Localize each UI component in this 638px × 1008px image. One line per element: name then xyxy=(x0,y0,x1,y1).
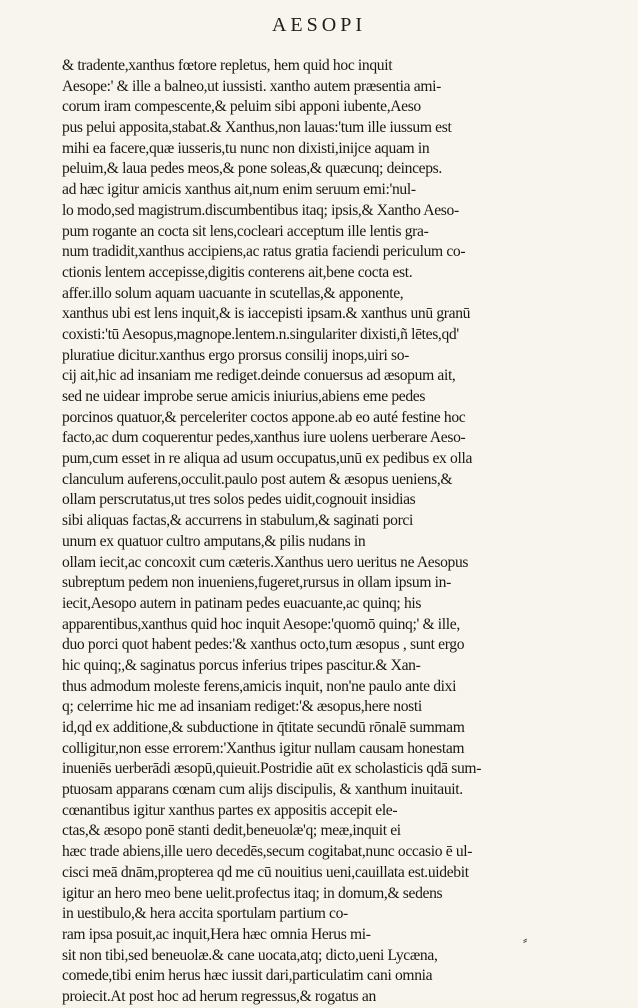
text-line: & tradente,xanthus fœtore repletus, hem quid hoc inquit xyxy=(62,57,393,74)
text-line: cisci meā dnām,propterea qd me cū nouitius ueni,cauillata est.uidebit xyxy=(62,863,469,881)
text-line: ctionis lentem accepisse,digitis conterens ait,bene cocta est. xyxy=(62,263,413,281)
text-line: igitur an hero meo bene uelit.profectus itaq; in domum,& sedens xyxy=(62,884,443,902)
text-line: apparentibus,xanthus quid hoc inquit Aesope:'quomō quinq;' & ille, xyxy=(62,615,460,633)
text-line: q; celerrime hic me ad insaniam rediget:'& æsopus,here nosti xyxy=(62,698,422,716)
text-line: Aesope:' & ille a balneo,ut iussisti. xantho autem præsentia ami- xyxy=(62,77,441,95)
catchword: ⸗ xyxy=(523,932,528,947)
text-line: hic quinq;,& saginatus porcus inferius tripes pascitur.& Xan- xyxy=(62,656,421,674)
text-line: sed ne uidear improbe serue amicis iniurius,abiens eme pedes xyxy=(62,388,426,405)
running-head: AESOPI xyxy=(271,14,366,36)
text-line: cij ait,hic ad insaniam me rediget.deinde conuersus ad æsopum ait, xyxy=(62,367,456,385)
text-line: mihi ea facere,quæ iusseris,tu nunc non dixisti,inijce aquam in xyxy=(62,139,430,157)
text-line: pum rogante an cocta sit lens,cocleari acceptum ille lentis gra- xyxy=(62,222,429,240)
text-line: thus admodum moleste ferens,amicis inquit, non'ne paulo ante dixi xyxy=(62,677,457,695)
text-block xyxy=(62,56,522,1008)
text-line: sit non tibi,sed beneuolæ.& cane uocata,atq; dicto,ueni Lycæna, xyxy=(62,946,438,964)
text-line: lo modo,sed magistrum.discumbentibus itaq; ipsis,& Xantho Aeso- xyxy=(62,201,459,219)
text-line: ram ipsa posuit,ac inquit,Hera hæc omnia Herus mi- xyxy=(62,925,371,943)
text-line: coxisti:'tū Aesopus,magnope.lentem.n.singulariter dixisti,ñ lētes,qd' xyxy=(62,325,459,343)
text-line: ptuosam apparans cœnam cum alijs discipulis, & xanthum inuitauit. xyxy=(62,781,463,799)
text-line: colligitur,non esse errorem:'Xanthus igitur nullam causam honestam xyxy=(62,739,465,757)
text-line: proiecit.At post hoc ad herum regressus,& rogatus an xyxy=(62,987,376,1005)
text-line: hæc trade abiens,ille uero decedēs,secum cogitabat,nunc occasio ē ul- xyxy=(62,843,473,861)
text-line: ollam iecit,ac concoxit cum cæteris.Xanthus uero ueritus ne Aesopus xyxy=(62,553,469,571)
text-line: clanculum auferens,occulit.paulo post autem & æsopus ueniens,& xyxy=(62,470,453,488)
text-line: iecit,Aesopo autem in patinam pedes euacuante,ac quinq; his xyxy=(62,594,422,612)
text-line: affer.illo solum aquam uacuante in scutellas,& apponente, xyxy=(62,284,404,302)
text-line: xanthus ubi est lens inquit,& is iaccepisti ipsam.& xanthus unū granū xyxy=(62,305,471,323)
text-line: corum iram compescente,& peluim sibi apponi iubente,Aeso xyxy=(62,98,421,116)
text-line: pluratiue dicitur.xanthus ergo prorsus consilij inops,uiri so- xyxy=(62,346,410,364)
text-line: inueniēs uerberādi æsopū,quieuit.Postridie aūt ex scholasticis qdā sum- xyxy=(62,760,482,778)
text-line: porcinos quatuor,& perceleriter coctos appone.ab eo auté festine hoc xyxy=(62,408,466,426)
text-line: facto,ac dum coquerentur pedes,xanthus iure uolens uerberare Aeso- xyxy=(62,429,466,447)
text-line: in uestibulo,& hera accita sportulam partium co- xyxy=(62,905,348,923)
text-line: peluim,& laua pedes meos,& pone soleas,& quæcunq; deinceps. xyxy=(62,160,442,178)
text-line: comede,tibi enim herus hæc iussit dari,particulatim cani omnia xyxy=(62,967,433,985)
text-line: subreptum pedem non inueniens,fugeret,rursus in ollam ipsum in- xyxy=(62,574,451,592)
text-line: pum,cum esset in re aliqua ad usum occupatus,unū ex pedibus ex olla xyxy=(62,450,473,468)
text-line: ctas,& æsopo ponē stanti dedit,beneuolæ'q; meæ,inquit ei xyxy=(62,822,401,840)
text-line: sibi aliquas factas,& accurrens in stabulum,& saginati porci xyxy=(62,512,413,530)
text-line: duo porci quot habent pedes:'& xanthus octo,tum æsopus , sunt ergo xyxy=(62,636,465,654)
text-line: pus pelui apposita,stabat.& Xanthus,non lauas:'tum ille iussum est xyxy=(62,119,452,137)
text-line: id,qd ex additione,& subductione in q̄titate secundū rōnalē summam xyxy=(62,719,465,736)
text-line: ollam perscrutatus,ut tres solos pedes uidit,cognouit insidias xyxy=(62,491,416,509)
text-line: unum ex quatuor cultro amputans,& pilis nudans in xyxy=(62,532,366,550)
text-line: cœnantibus igitur xanthus partes ex appositis accepit ele- xyxy=(62,801,398,819)
text-line: ad hæc igitur amicis xanthus ait,num enim seruum emi:'nul- xyxy=(62,181,416,199)
text-line: num tradidit,xanthus accipiens,ac ratus gratia faciendi periculum co- xyxy=(62,243,466,261)
